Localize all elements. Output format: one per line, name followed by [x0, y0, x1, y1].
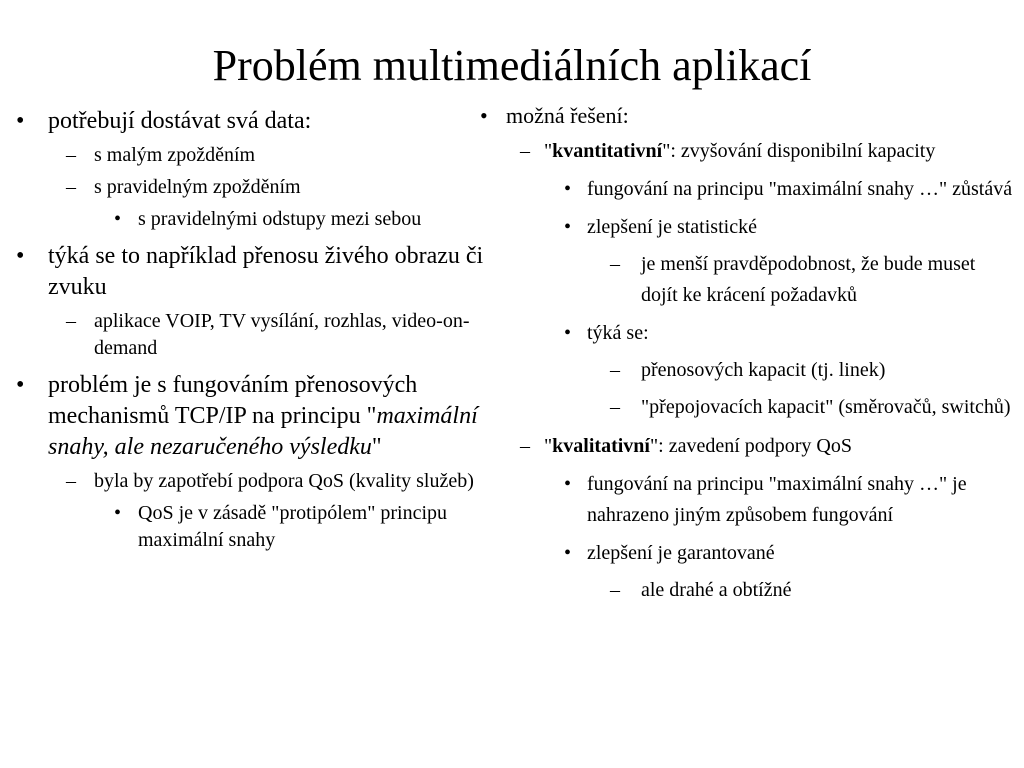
- dash-marker: –: [66, 176, 76, 198]
- left-bullet-1-sub-2: [10, 174, 510, 201]
- keyword-qualitative: kvalitativní: [552, 435, 650, 457]
- bullet-text: týká se:: [587, 322, 649, 344]
- dash-marker: –: [66, 144, 76, 166]
- left-column: [10, 106, 510, 554]
- bullet-text: byla by zapotřebí podpora QoS (kvality služeb): [94, 470, 474, 492]
- bullet-text: "přepojovacích kapacit" (směrovačů, switchů): [641, 396, 1011, 418]
- bullet-text: potřebují dostávat svá data:: [48, 108, 312, 134]
- right-qualitative-point-2: [476, 538, 1016, 569]
- left-bullet-3: [10, 370, 510, 463]
- bullet-marker: •: [564, 178, 572, 200]
- bullet-text: zlepšení je garantované: [587, 542, 775, 564]
- dash-marker: –: [610, 253, 620, 275]
- right-sub-qualitative: [476, 431, 1016, 462]
- bullet-text-end: ": zvyšování disponibilní kapacity: [662, 140, 936, 162]
- bullet-text-end: ": [371, 434, 382, 460]
- bullet-text-start: problém je s fungováním přenosových mechanismů TCP/IP na principu ": [48, 372, 418, 429]
- bullet-text: s malým zpožděním: [94, 144, 256, 166]
- right-qualitative-point-1: [476, 469, 1016, 531]
- bullet-marker: •: [564, 542, 572, 564]
- right-quantitative-point-2-detail: [476, 249, 1016, 311]
- left-bullet-1-sub-2-detail: [10, 206, 510, 233]
- dash-marker: –: [520, 140, 530, 162]
- bullet-marker: •: [16, 372, 25, 398]
- bullet-text: QoS je v zásadě "protipólem" principu maximální snahy: [138, 502, 448, 551]
- left-bullet-3-sub-1-detail: [10, 500, 510, 554]
- bullet-text: je menší pravděpodobnost, že bude muset dojít ke krácení požadavků: [641, 253, 976, 306]
- bullet-text: [544, 136, 1016, 167]
- bullet-marker: •: [480, 103, 488, 128]
- bullet-marker: •: [114, 208, 122, 230]
- left-bullet-1: [10, 106, 510, 137]
- bullet-text: ale drahé a obtížné: [641, 579, 792, 601]
- dash-marker: –: [66, 310, 76, 332]
- bullet-marker: •: [564, 216, 572, 238]
- right-quantitative-point-2: [476, 212, 1016, 243]
- dash-marker: –: [610, 579, 620, 601]
- bullet-text: aplikace VOIP, TV vysílání, rozhlas, video-on-demand: [94, 310, 470, 359]
- bullet-text-end: ": zavedení podpory QoS: [649, 435, 852, 457]
- bullet-text: [48, 370, 510, 463]
- bullet-text: s pravidelným zpožděním: [94, 176, 301, 198]
- bullet-text: možná řešení:: [506, 103, 629, 128]
- dash-marker: –: [66, 470, 76, 492]
- bullet-text: s pravidelnými odstupy mezi sebou: [138, 208, 422, 230]
- bullet-marker: •: [16, 108, 25, 134]
- dash-marker: –: [520, 435, 530, 457]
- bullet-text: přenosových kapacit (tj. linek): [641, 359, 886, 381]
- bullet-text-emphasis: maximální snahy, ale nezaručeného výsledku: [48, 403, 478, 460]
- right-column: [476, 102, 1016, 606]
- right-quantitative-point-1: [476, 174, 1016, 205]
- right-bullet-1: [476, 102, 1016, 130]
- left-bullet-3-sub-1: [10, 468, 510, 495]
- left-bullet-2-sub-1: [10, 308, 510, 362]
- quote-open: ": [544, 140, 553, 162]
- right-quantitative-point-3: [476, 318, 1016, 349]
- bullet-marker: •: [564, 473, 572, 495]
- right-qualitative-point-2-detail: [476, 575, 1016, 606]
- quote-open: ": [544, 435, 553, 457]
- left-bullet-1-sub-1: [10, 142, 510, 169]
- bullet-text: [544, 431, 1016, 462]
- dash-marker: –: [610, 359, 620, 381]
- bullet-marker: •: [16, 243, 25, 269]
- left-bullet-2: [10, 241, 510, 303]
- bullet-text: týká se to například přenosu živého obrazu či zvuku: [48, 243, 484, 300]
- bullet-marker: •: [114, 502, 122, 524]
- dash-marker: –: [610, 396, 620, 418]
- right-quantitative-point-3-detail-2: [476, 392, 1016, 423]
- bullet-marker: •: [564, 322, 572, 344]
- bullet-text: fungování na principu "maximální snahy …" je nahrazeno jiným způsobem fungování: [587, 473, 967, 526]
- keyword-quantitative: kvantitativní: [552, 140, 663, 162]
- slide-title: Problém multimediálních aplikací: [212, 41, 812, 90]
- right-quantitative-point-3-detail-1: [476, 355, 1016, 386]
- bullet-text: zlepšení je statistické: [587, 216, 757, 238]
- bullet-text: fungování na principu "maximální snahy …" zůstává: [587, 178, 1013, 200]
- right-sub-quantitative: [476, 136, 1016, 167]
